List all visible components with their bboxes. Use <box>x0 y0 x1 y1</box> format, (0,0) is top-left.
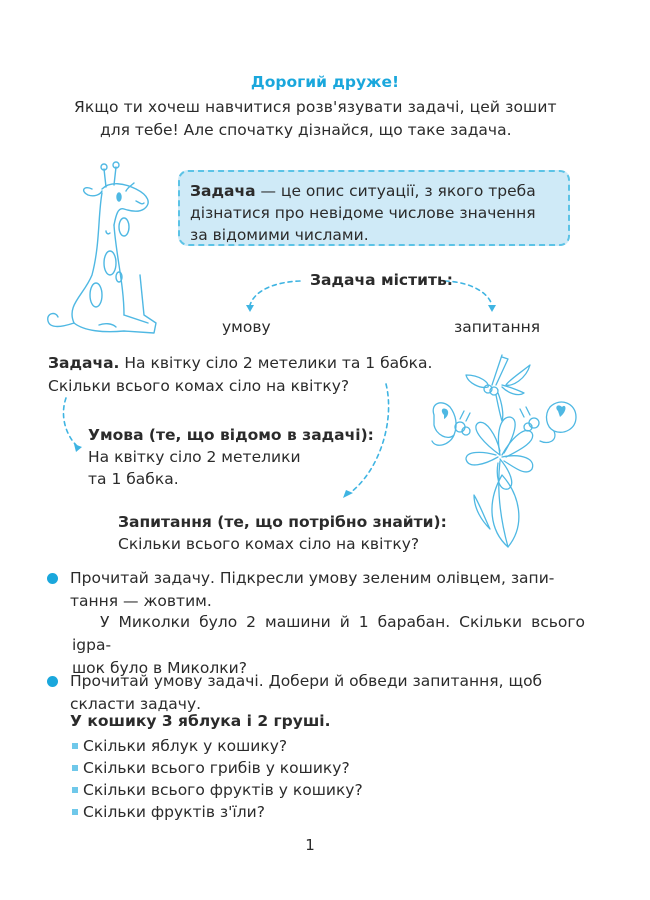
page-title: Дорогий друже! <box>250 73 400 91</box>
example-line-2: Скільки всього комах сіло на квітку? <box>48 377 350 395</box>
exercise-2-condition: У кошику 3 яблука і 2 груші. <box>70 712 331 730</box>
example-task <box>48 352 432 398</box>
square-bullet-icon <box>72 743 78 749</box>
contains-question: запитання <box>454 318 541 336</box>
exercise-1-instruction-line-2: тання — жовтим. <box>70 592 212 610</box>
question-heading: Запитання (те, що потрібно знайти): <box>118 513 447 531</box>
contains-condition: умову <box>222 318 271 336</box>
option-item[interactable] <box>70 779 363 801</box>
definition-text-2: дізнатися про невідоме числове значення <box>190 204 536 222</box>
option-item[interactable] <box>70 801 363 823</box>
exercise-1-bullet-icon <box>47 573 58 584</box>
example-line-1: На квітку сіло 2 метелики та 1 бабка. <box>119 354 433 372</box>
exercise-2-options <box>70 735 363 823</box>
exercise-1-instruction-line-1: Прочитай задачу. Підкресли умову зеленим олівцем, запи- <box>70 569 555 587</box>
condition-line-1: На квітку сіло 2 метелики <box>88 448 301 466</box>
exercise-2-instruction-line-2: скласти задачу. <box>70 695 202 713</box>
option-label: Скільки всього фруктів у кошику? <box>83 781 363 799</box>
flower-butterflies-illustration <box>430 345 590 555</box>
question-text: Скільки всього комах сіло на квітку? <box>118 535 420 553</box>
option-item[interactable] <box>70 735 363 757</box>
option-label: Скільки всього грибів у кошику? <box>83 759 350 777</box>
question-block <box>118 511 447 555</box>
example-label: Задача. <box>48 354 120 372</box>
exercise-1-instruction <box>70 567 585 613</box>
square-bullet-icon <box>72 787 78 793</box>
square-bullet-icon <box>72 809 78 815</box>
definition-text-1: — це опис ситуації, з якого треба <box>255 182 536 200</box>
option-item[interactable] <box>70 757 363 779</box>
contains-label: Задача містить: <box>310 271 453 289</box>
condition-block <box>88 424 374 490</box>
page-number: 1 <box>305 836 315 854</box>
condition-heading: Умова (те, що відомо в задачі): <box>88 426 374 444</box>
option-label: Скільки яблук у кошику? <box>83 737 288 755</box>
definition-term: Задача <box>190 182 256 200</box>
square-bullet-icon <box>72 765 78 771</box>
exercise-2-bullet-icon <box>47 676 58 687</box>
exercise-2-instruction-line-1: Прочитай умову задачі. Добери й обведи запитання, щоб <box>70 672 543 690</box>
definition-text-3: за відомими числами. <box>190 226 369 244</box>
option-label: Скільки фруктів з'їли? <box>83 803 265 821</box>
intro-line-2: для тебе! Але спочатку дізнайся, що таке задача. <box>100 121 512 139</box>
exercise-1-task-line-2[interactable]: шок було в Миколки? <box>72 659 247 677</box>
exercise-1-task-line-1[interactable]: У Миколки було 2 машини й 1 барабан. Скільки всього igра- <box>72 613 585 654</box>
intro-line-1: Якщо ти хочеш навчитися розв'язувати задачі, цей зошит <box>74 98 557 116</box>
condition-line-2: та 1 бабка. <box>88 470 179 488</box>
exercise-2-instruction <box>70 670 585 716</box>
